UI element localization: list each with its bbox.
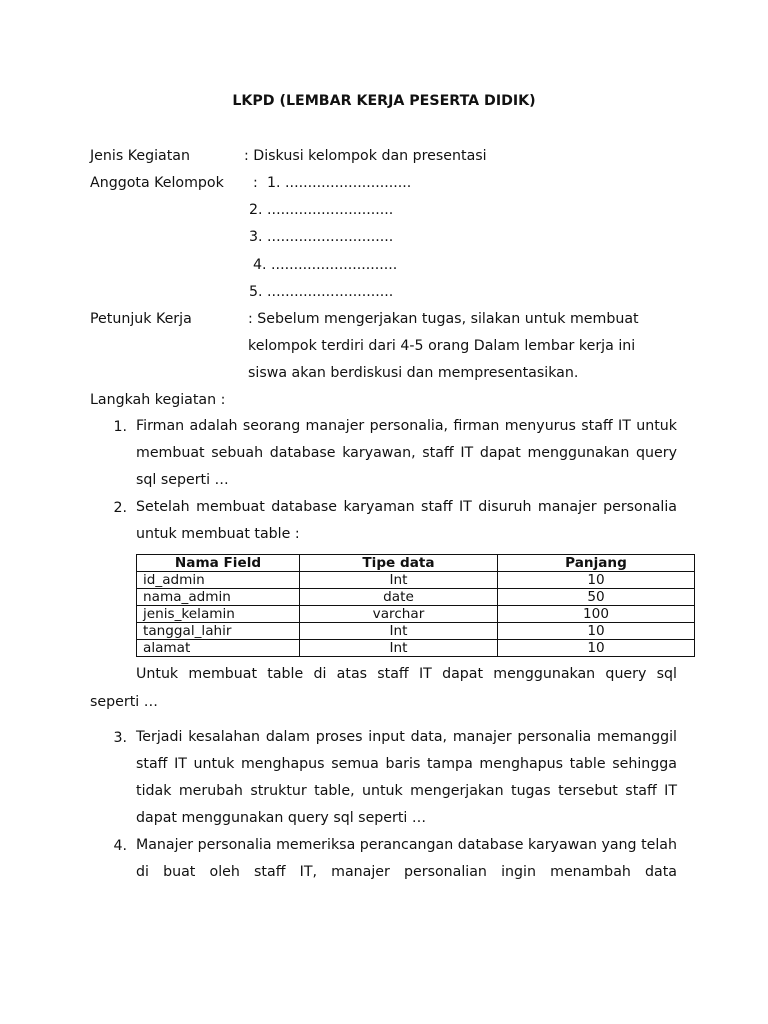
table-cell: id_admin <box>137 572 300 589</box>
table-cell: 50 <box>498 589 695 606</box>
jenis-kegiatan-value: : Diskusi kelompok dan presentasi <box>244 148 487 164</box>
anggota-item: 1. ............................ <box>267 175 412 191</box>
table-cell: Int <box>300 640 498 657</box>
anggota-item: 5. ............................ <box>249 284 394 300</box>
petunjuk-kerja-label: Petunjuk Kerja <box>90 311 192 327</box>
anggota-item: 2. ............................ <box>249 202 394 218</box>
table-cell: 100 <box>498 606 695 623</box>
table-row <box>137 623 695 640</box>
table-cell: Int <box>300 623 498 640</box>
step-number: 2. <box>113 500 127 516</box>
table-row <box>137 606 695 623</box>
page-title: LKPD (LEMBAR KERJA PESERTA DIDIK) <box>232 93 536 109</box>
table-row <box>137 572 695 589</box>
table-cell: 10 <box>498 623 695 640</box>
step-number: 1. <box>113 419 127 435</box>
step-number: 3. <box>113 730 127 746</box>
step-text: Firman adalah seorang manajer personalia, firman menyurus staff IT untuk membuat sebuah database karyawan, staff IT dapat menggunakan query sql seperti … <box>136 418 677 488</box>
table-row <box>137 589 695 606</box>
step-text: Setelah membuat database karyaman staff IT disuruh manajer personalia untuk membuat table : <box>136 499 677 542</box>
table-header: Panjang <box>498 555 695 572</box>
table-header: Tipe data <box>300 555 498 572</box>
table-cell: jenis_kelamin <box>137 606 300 623</box>
anggota-item: 3. ............................ <box>249 229 394 245</box>
after-table-line: seperti … <box>90 694 158 710</box>
petunjuk-line: : Sebelum mengerjakan tugas, silakan untuk membuat <box>248 311 639 327</box>
table-cell: 10 <box>498 640 695 657</box>
table-header: Nama Field <box>137 555 300 572</box>
step-number: 4. <box>113 838 127 854</box>
anggota-item: 4. ............................ <box>253 257 398 273</box>
table-cell: tanggal_lahir <box>137 623 300 640</box>
table-row <box>137 640 695 657</box>
petunjuk-line: siswa akan berdiskusi dan mempresentasikan. <box>248 365 579 381</box>
table-cell: Int <box>300 572 498 589</box>
anggota-colon: : <box>253 175 258 191</box>
table-cell: alamat <box>137 640 300 657</box>
table-cell: nama_admin <box>137 589 300 606</box>
step-text: Terjadi kesalahan dalam proses input data, manajer personalia memanggil staff IT untuk menghapus semua baris tampa menghapus table sehingga tidak merubah struktur table, untuk mengerjakan tugas tersebut staff IT dapat menggunakan query sql seperti … <box>136 729 677 826</box>
field-table <box>136 554 695 657</box>
table-header-row <box>137 555 695 572</box>
langkah-kegiatan-label: Langkah kegiatan : <box>90 392 226 408</box>
anggota-kelompok-label: Anggota Kelompok <box>90 175 224 191</box>
step-text: Manajer personalia memeriksa perancangan database karyawan yang telah di buat oleh staff IT, manajer personalian ingin menambah data <box>136 837 677 880</box>
petunjuk-line: kelompok terdiri dari 4-5 orang Dalam lembar kerja ini <box>248 338 636 354</box>
table-cell: date <box>300 589 498 606</box>
after-table-line: Untuk membuat table di atas staff IT dapat menggunakan query sql <box>136 666 677 682</box>
table-cell: 10 <box>498 572 695 589</box>
table-cell: varchar <box>300 606 498 623</box>
jenis-kegiatan-label: Jenis Kegiatan <box>90 148 190 164</box>
